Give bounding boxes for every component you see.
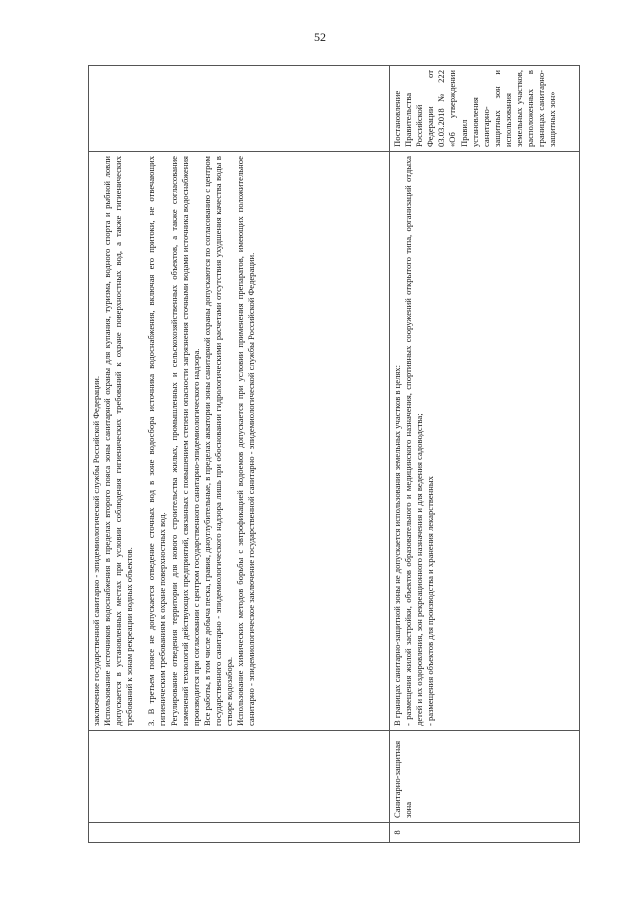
text-paragraph: - размещения объектов для производства и хранения лекарственных [425,476,436,726]
table-row [89,66,390,843]
legal-basis-cell: Постановление Правительства Российской Федерации от 03.03.2018 № 222 «Об утверждении Правил установления санитарно-защитных зон и использования земельных участков, расположенных в границах санитарно-защитных зон» [390,66,580,152]
legal-basis-cell [89,66,390,152]
text-paragraph: В границах санитарно-защитной зоны не допускается использования земельных участков в целях: [392,365,402,726]
text-paragraph: 3. В третьем поясе не допускается отведение сточных вод в зоне водосбора источника водоснабжения, включая его притоки, не отвечающих гигиеническим требованиям к охране поверхностных вод. [146,156,168,726]
table-row [390,66,580,843]
text-paragraph: Регулирование отведения территории для нового строительства жилых, промышленных и сельскохозяйственных объектов, а также согласование изменений технологий действующих предприятий, связанных с повышением степени опасности загрязнения сточными водами источника водоснабжения производится при согласовании с центром государственного санитарно-эпидемиологического надзора. [168,156,201,726]
text-paragraph: заключение государственной санитарно - эпидемиологической службы Российской Федерации. [91,375,101,726]
text-paragraph: - размещения жилой застройки, объектов образовательного и медицинского назначения, спортивных сооружений открытого типа, организаций отдыха детей и их оздоровления, зон рекреационного назначения и для ведения садоводства; [403,156,425,726]
restrictions-cell [89,152,390,731]
rotated-table-wrapper [88,65,580,843]
restrictions-table [88,65,580,843]
text-paragraph: Все работы, в том числе добыча песка, гравия, дноуглубительные, в пределах акватории зоны санитарной охраны допускаются по согласованию с центром государственного санитарно - эпидемиологического надзора лишь при обосновании гидрологическими расчетами отсутствия ухудшения качества воды в створе водозабора. [201,156,235,726]
page-number: 52 [314,30,326,44]
row-number-cell [89,823,390,843]
text-paragraph: Использование химических методов борьбы с эвтрофикацией водоемов допускается при условии применения препаратов, имеющих положительное санитарно - эпидемиологическое заключение государственной санитарно - эпидемиологической службы Российской Федерации. [235,156,257,726]
zone-name-cell: Санитарно-защитная зона [390,731,580,823]
text-paragraph: Использование источников водоснабжения в пределах второго пояса зоны санитарной охраны для купания, туризма, водного спорта и рыбной ловли допускается в установленных местах при условии соблюдения гигиенических требований к охране поверхностных вод, а также гигиенических требований к зонам рекреации водных объектов. [102,156,135,726]
zone-name-cell [89,731,390,823]
restrictions-cell [390,152,580,731]
row-number-cell: 8 [390,823,580,843]
